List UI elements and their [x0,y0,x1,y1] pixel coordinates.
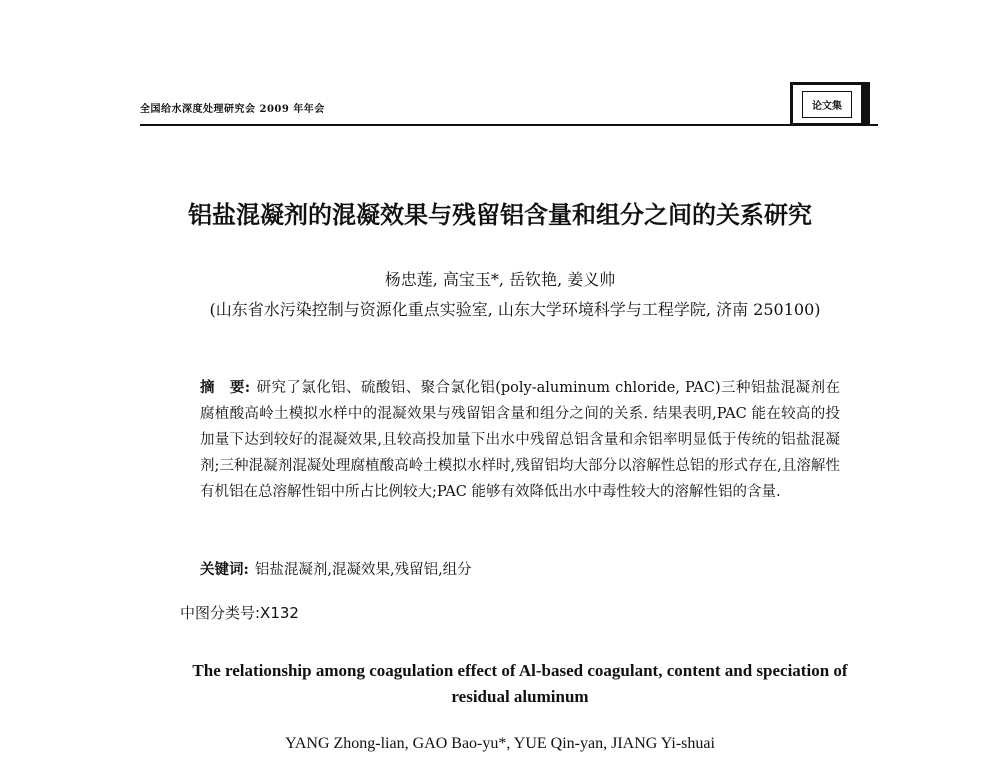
keywords-text: 铝盐混凝剂,混凝效果,残留铝,组分 [254,562,472,578]
abstract-label: 摘 要: [200,379,251,396]
keywords-label: 关键词: [200,561,249,578]
authors-cn: 杨忠莲, 高宝玉*, 岳钦艳, 姜义帅 [384,270,616,289]
paper-title-cn: 铝盐混凝剂的混凝效果与残留铝含量和组分之间的关系研究 [188,201,812,229]
keywords-cn [200,557,472,583]
paper-title-en: The relationship among coagulation effect of Al-based coagulant, content and speciation of residual aluminum [192,661,848,706]
authors-en: YANG Zhong-lian, GAO Bao-yu*, YUE Qin-yan, JIANG Yi-shuai [285,735,715,752]
header-rule [140,124,878,126]
proceedings-header: 全国给水深度处理研究会 2009 年年会 [140,104,325,115]
affiliation-cn: (山东省水污染控制与资源化重点实验室, 山东大学环境科学与工程学院, 济南 250100) [209,300,821,319]
proceedings-badge [790,82,870,126]
classification-code: 中图分类号:X132 [180,604,299,622]
badge-label: 论文集 [802,91,852,118]
abstract-cn [200,375,840,505]
abstract-text: 研究了氯化铝、硫酸铝、聚合氯化铝(poly-aluminum chloride, PAC)三种铝盐混凝剂在腐植酸高岭土模拟水样中的混凝效果与残留铝含量和组分之间的关系. 结果表明,PAC 能在较高的投加量下达到较好的混凝效果,且较高投加量下出水中残留总铝含量和余铝率明显低于传统的铝盐混凝剂;三种混凝剂混凝处理腐植酸高岭土模拟水样时,残留铝均大部分以溶解性总铝的形式存在,且溶解性有机铝在总溶解性铝中所占比例较大;PAC 能够有效降低出水中毒性较大的溶解性铝的含量. [200,380,840,500]
